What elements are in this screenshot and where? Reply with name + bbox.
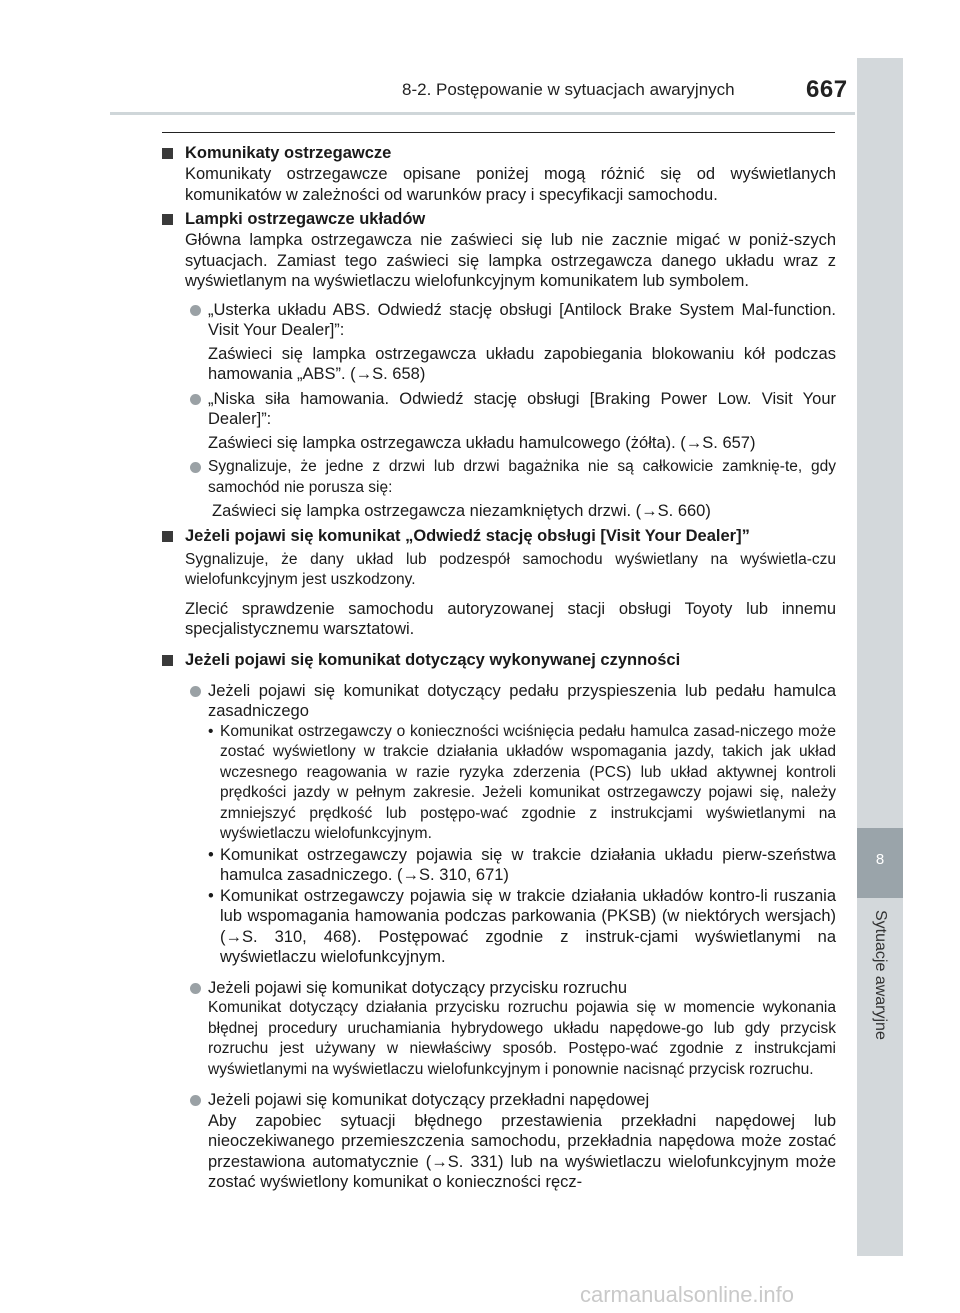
header-section-title: 8-2. Postępowanie w sytuacjach awaryjnych xyxy=(402,80,735,99)
bullet-transmission-message xyxy=(185,1090,836,1193)
round-bullet-icon xyxy=(190,686,201,697)
round-bullet-icon xyxy=(190,983,201,994)
sub-bullet-text: Komunikat ostrzegawczy o konieczności wciśnięcia pedału hamulca zasad-niczego może zostać wyświetlony w trakcie działania układów wspomagania jazdy, takich jak układ wczesnego reagowania w razie ryzyka zderzenia (PCS) lub układ aktywnej kontroli prędkości jazdy w pełnym zakresie. Jeżeli komunikat ostrzegawczy pojawi się, należy zmniejszyć prędkość lub postępo-wać zgodnie z instrukcjami wyświetlanymi na wyświetlaczu wielofunkcyjnym. xyxy=(220,722,836,842)
watermark: carmanualsonline.info xyxy=(580,1282,795,1307)
sub-bullet: • Komunikat ostrzegawczy pojawia się w trakcie działania układu pierw-szeństwa hamulca zasadniczego. (→S. 310, 671) xyxy=(208,845,836,884)
bullet-start-button-message xyxy=(185,978,836,1081)
page-number: 667 xyxy=(806,76,848,103)
bullet-title: Jeżeli pojawi się komunikat dotyczący przekładni napędowej xyxy=(208,1091,650,1109)
square-bullet-icon xyxy=(162,214,173,225)
round-bullet-icon xyxy=(190,462,201,473)
section-system-lamps xyxy=(162,209,836,522)
bullet-title: „Usterka układu ABS. Odwiedź stację obsługi [Antilock Brake System Mal-function. Visit Your Dealer]”: xyxy=(208,300,836,339)
bullet-abs xyxy=(185,300,836,385)
section-title: Jeżeli pojawi się komunikat dotyczący wykonywanej czynności xyxy=(185,650,681,669)
chapter-side-tab xyxy=(857,58,903,1256)
bullet-text: Zaświeci się lampka ostrzegawcza niezamkniętych drzwi. (→S. 660) xyxy=(212,502,711,520)
bullet-braking-power xyxy=(185,389,836,454)
square-bullet-icon xyxy=(162,148,173,159)
round-bullet-icon xyxy=(190,394,201,405)
bullet-text: Zaświeci się lampka ostrzegawcza układu zapobiegania blokowaniu kół podczas hamowania „ABS”. (→S. 658) xyxy=(208,344,836,383)
bullet-text: Zaświeci się lampka ostrzegawcza układu hamulcowego (żółta). (→S. 657) xyxy=(208,433,756,452)
sub-bullet: • Komunikat ostrzegawczy o konieczności wciśnięcia pedału hamulca zasad-niczego może zostać wyświetlony w trakcie działania układów wspomagania jazdy, takich jak układ wczesnego reagowania w razie ryzyka zderzenia (PCS) lub układ aktywnej kontroli prędkości jazdy w pełnym zakresie. Jeżeli komunikat ostrzegawczy pojawi się, należy zmniejszyć prędkość lub postępo-wać zgodnie z instrukcjami wyświetlanymi na wyświetlaczu wielofunkcyjnym. xyxy=(208,722,836,842)
section-visit-dealer xyxy=(162,526,836,640)
bullet-title: Jeżeli pojawi się komunikat dotyczący przycisku rozruchu xyxy=(208,978,628,997)
section-operation-messages xyxy=(162,650,836,1193)
section-warning-messages xyxy=(162,143,836,205)
sub-bullet-text: Komunikat ostrzegawczy pojawia się w trakcie działania układu pierw-szeństwa hamulca zasadniczego. (→S. 310, 671) xyxy=(220,845,836,884)
sub-bullet: • Komunikat ostrzegawczy pojawia się w trakcie działania układów kontro-li ruszania lub wspomagania hamowania podczas parkowania (PKSB) (w niektórych wersjach) (→S. 310, 468). Postępować zgodnie z instruk-cjami wyświetlanymi na wyświetlaczu wielofunkcyjnym. xyxy=(208,886,836,966)
section-text: Główna lampka ostrzegawcza nie zaświeci się lub nie zacznie migać w poniż-szych sytuacjach. Zamiast tego zaświeci się lampka ostrzegawcza danego układu wraz z wyświetlanym na wyświetlaczu wielofunkcyjnym komunikatem lub symbolem. xyxy=(185,231,836,290)
section-title: Komunikaty ostrzegawcze xyxy=(185,144,392,162)
header-rule xyxy=(110,112,855,115)
square-bullet-icon xyxy=(162,655,173,666)
section-text: Zlecić sprawdzenie samochodu autoryzowanej stacji obsługi Toyoty lub innemu specjalistycznemu warsztatowi. xyxy=(185,599,836,638)
chapter-number: 8 xyxy=(875,851,885,868)
bullet-title: Sygnalizuje, że jedne z drzwi lub drzwi bagażnika nie są całkowicie zamknię-te, gdy samochód nie porusza się: xyxy=(208,458,836,496)
section-title: Lampki ostrzegawcze układów xyxy=(185,210,426,228)
bullet-text: Komunikat dotyczący działania przycisku rozruchu pojawia się w momencie wykonania błędnej procedury uruchamiania hybrydowego układu napędowe-go lub gdy przycisk rozruchu jest używany w niewłaściwy sposób. Postępo-wać zgodnie z instrukcjami wyświetlanymi na wyświetlaczu wielofunkcyjnym i ponownie nacisnąć przycisk rozruchu. xyxy=(208,999,836,1078)
section-text: Sygnalizuje, że dany układ lub podzespół samochodu wyświetlany na wyświetla-czu wielofunkcyjnym jest uszkodzony. xyxy=(185,550,836,588)
round-bullet-icon xyxy=(190,1095,201,1106)
bullet-text: Aby zapobiec sytuacji błędnego przestawienia przekładni napędowej lub nieoczekiwanego przemieszczenia samochodu, przekładnia napędowa może zostać przestawiona automatycznie (→S. 331) lub na wyświetlaczu wielofunkcyjnym może zostać wyświetlony komunikat o konieczności ręcz- xyxy=(208,1111,836,1191)
section-title: Jeżeli pojawi się komunikat „Odwiedź stację obsługi [Visit Your Dealer]” xyxy=(185,526,750,545)
bullet-door-open xyxy=(185,457,836,522)
chapter-label: Sytuacje awaryjne xyxy=(872,910,889,1040)
bullet-title: „Niska siła hamowania. Odwiedź stację obsługi [Braking Power Low. Visit Your Dealer]”: xyxy=(208,389,836,428)
bullet-title: Jeżeli pojawi się komunikat dotyczący pedału przyspieszenia lub pedału hamulca zasadniczego xyxy=(208,681,836,720)
section-text: Komunikaty ostrzegawcze opisane poniżej mogą różnić się od wyświetlanych komunikatów w zależności od warunków pracy i specyfikacji samochodu. xyxy=(185,165,836,204)
bullet-pedal-message xyxy=(185,681,836,968)
square-bullet-icon xyxy=(162,531,173,542)
content-body xyxy=(162,130,836,1193)
round-bullet-icon xyxy=(190,305,201,316)
sub-bullet-text: Komunikat ostrzegawczy pojawia się w trakcie działania układów kontro-li ruszania lub wspomagania hamowania podczas parkowania (PKSB) (w niektórych wersjach) (→S. 310, 468). Postępować zgodnie z instruk-cjami wyświetlanymi na wyświetlaczu wielofunkcyjnym. xyxy=(220,886,836,966)
